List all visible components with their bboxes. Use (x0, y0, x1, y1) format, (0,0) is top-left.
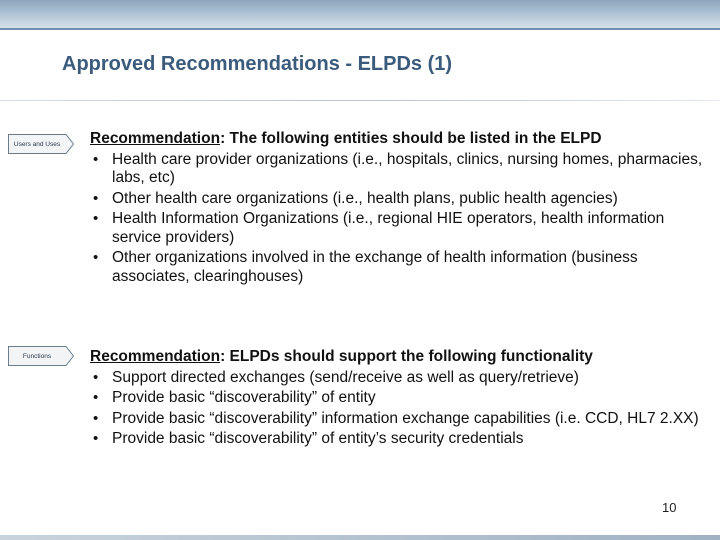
list-item: • Provide basic “discoverability” information exchange capabilities (i.e. CCD, HL7 2.XX) (90, 410, 710, 429)
heading-text: : ELPDs should support the following functionality (220, 348, 593, 365)
top-rule (0, 28, 720, 30)
recommendation-label: Recommendation (90, 348, 221, 365)
title-divider (0, 100, 720, 101)
list-item: • Health Information Organizations (i.e., regional HIE operators, health information service providers) (90, 210, 710, 247)
section-heading (90, 130, 710, 149)
top-banner (0, 0, 720, 28)
list-item: • Provide basic “discoverability” of entity’s security credentials (90, 430, 710, 449)
section-heading (90, 348, 710, 367)
functions-tag (8, 346, 74, 366)
recommendation-functionality (90, 348, 710, 451)
recommendation-entities (90, 130, 710, 288)
entity-list (90, 151, 710, 287)
page-number: 10 (662, 500, 677, 515)
recommendation-label: Recommendation (90, 130, 221, 147)
functions-label: Functions (22, 352, 52, 360)
users-and-uses-tag (8, 134, 74, 154)
list-item: • Support directed exchanges (send/receive as well as query/retrieve) (90, 369, 710, 388)
list-item: • Provide basic “discoverability” of entity (90, 389, 710, 408)
list-item: • Other health care organizations (i.e., health plans, public health agencies) (90, 190, 710, 209)
list-item: • Other organizations involved in the exchange of health information (business associates, clearinghouses) (90, 249, 710, 286)
slide-title: Approved Recommendations - ELPDs (1) (62, 53, 453, 75)
list-item: • Health care provider organizations (i.e., hospitals, clinics, nursing homes, pharmacies, labs, etc) (90, 151, 710, 188)
users-and-uses-label: Users and Uses (13, 140, 61, 148)
bottom-rule (0, 535, 720, 540)
heading-text: : The following entities should be listed in the ELPD (220, 130, 602, 147)
functionality-list (90, 369, 710, 449)
